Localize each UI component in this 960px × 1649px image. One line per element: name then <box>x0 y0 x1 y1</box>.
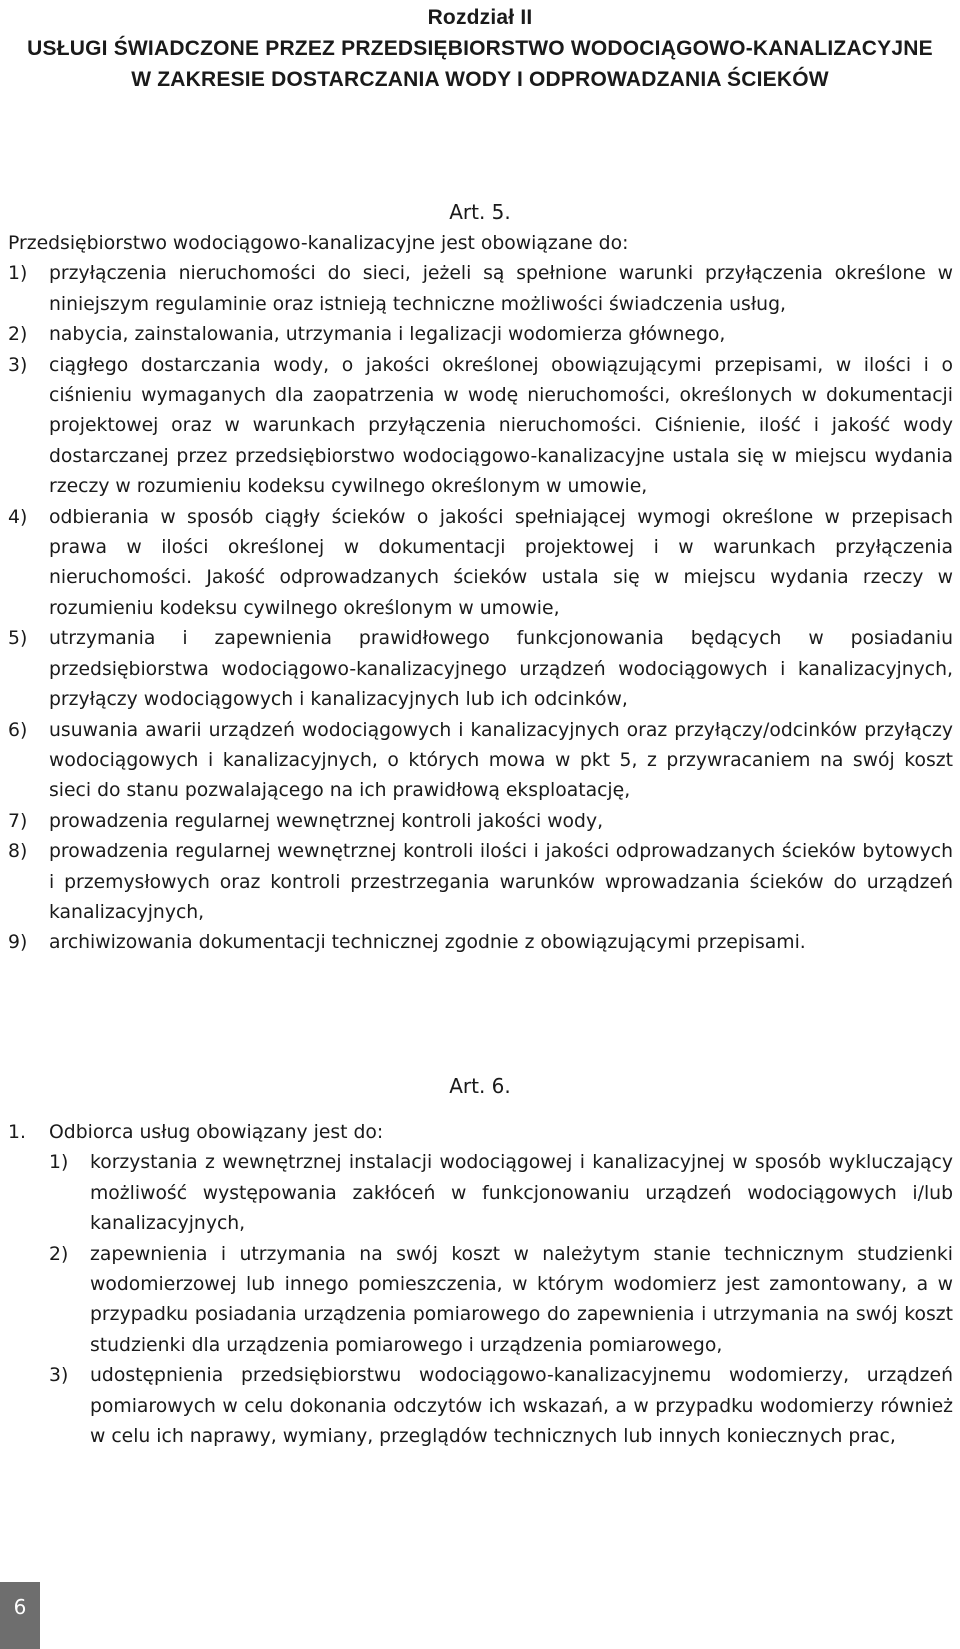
chapter-title: Rozdział II <box>427 6 533 29</box>
list-item-text: archiwizowania dokumentacji technicznej zgodnie z obowiązującymi przepisami. <box>49 932 806 954</box>
list-item-text: zapewnienia i utrzymania na swój koszt w należytym stanie technicznym studzienki wodomierzowej lub innego pomieszczenia, w którym wodomierz jest zamontowany, a w przypadku posiadania urządzenia pomiarowego do zapewnienia i utrzymania na swój koszt studzienki dla urządzenia pomiarowego i urządzenia pomiarowego, <box>90 1243 953 1356</box>
list-item-text: usuwania awarii urządzeń wodociągowych i kanalizacyjnych oraz przyłączy/odcinków przyłączy wodociągowych i kanalizacyjnych, o których mowa w pkt 5, z przywracaniem na swój koszt sieci do stanu pozwalającego na ich prawidłową eksploatację, <box>49 719 953 802</box>
list-item-number: 9) <box>8 932 28 954</box>
list-item-number: 7) <box>8 810 28 832</box>
list-item <box>8 928 953 958</box>
list-item-text: prowadzenia regularnej wewnętrznej kontroli jakości wody, <box>49 810 604 832</box>
list-item-text: odbierania w sposób ciągły ścieków o jakości spełniającej wymogi określone w przepisach prawa w ilości określonej w dokumentacji projektowej i w warunkach przyłączenia nieruchomości. Jakość odprowadzanych ścieków ustala się w miejscu wydania rzeczy w rozumieniu kodeksu cywilnego określonym w umowie, <box>49 506 953 619</box>
list-item-number: 3) <box>49 1365 69 1387</box>
paragraph-number: 1. <box>8 1122 26 1143</box>
list-item-text: nabycia, zainstalowania, utrzymania i legalizacji wodomierza głównego, <box>49 324 726 346</box>
article-5-intro: Przedsiębiorstwo wodociągowo-kanalizacyjne jest obowiązane do: <box>8 233 629 254</box>
list-item-number: 3) <box>8 354 28 376</box>
list-item-number: 2) <box>8 324 28 346</box>
chapter-heading <box>0 2 960 95</box>
article-6-body <box>8 1118 953 1452</box>
list-item-text: prowadzenia regularnej wewnętrznej kontroli ilości i jakości odprowadzanych ścieków bytowych i przemysłowych oraz kontroli przestrzegania warunków wprowadzania ścieków do urządzeń kanalizacyjnych, <box>49 841 953 923</box>
list-item <box>8 351 953 503</box>
list-item-number: 6) <box>8 719 28 741</box>
list-item-number: 8) <box>8 841 28 863</box>
list-item-number: 2) <box>49 1243 69 1265</box>
list-item-text: przyłączenia nieruchomości do sieci, jeżeli są spełnione warunki przyłączenia określone w niniejszym regulaminie oraz istnieją techniczne możliwości świadczenia usług, <box>49 263 953 315</box>
page-number: 6 <box>13 1595 27 1619</box>
list-item-text: utrzymania i zapewnienia prawidłowego funkcjonowania będących w posiadaniu przedsiębiorstwa wodociągowo-kanalizacyjnego urządzeń wodociągowych i kanalizacyjnych, przyłączy wodociągowych i kanalizacyjnych lub ich odcinków, <box>49 628 953 711</box>
list-item-number: 1) <box>49 1152 69 1174</box>
chapter-subtitle-line2: W ZAKRESIE DOSTARCZANIA WODY I ODPROWADZANIA ŚCIEKÓW <box>131 68 829 91</box>
article-6-title: Art. 6. <box>449 1074 511 1098</box>
list-item-number: 1) <box>8 263 28 285</box>
article-5-title: Art. 5. <box>449 200 511 224</box>
list-item-text: udostępnienia przedsiębiorstwu wodociągowo-kanalizacyjnemu wodomierzy, urządzeń pomiarowych w celu dokonania odczytów ich wskazań, a w przypadku wodomierzy również w celu ich naprawy, wymiany, przeglądów technicznych lub innych koniecznych prac, <box>90 1365 953 1448</box>
list-item-number: 4) <box>8 506 28 528</box>
list-item-number: 5) <box>8 628 28 650</box>
list-item <box>8 716 953 807</box>
list-item <box>8 837 953 928</box>
paragraph-1-list <box>49 1148 953 1452</box>
list-item <box>8 259 953 320</box>
list-item <box>49 1240 953 1362</box>
list-item-text: ciągłego dostarczania wody, o jakości określonej obowiązującymi przepisami, w ilości i o ciśnieniu wymaganych dla zaopatrzenia w wodę nieruchomości, określonych w dokumentacji projektowej oraz w warunkach przyłączenia nieruchomości. Ciśnienie, ilość i jakość wody dostarczanej przez przedsiębiorstwo wodociągowo-kanalizacyjne ustala się w miejscu wydania rzeczy w rozumieniu kodeksu cywilnego określonym w umowie, <box>49 354 953 498</box>
list-item <box>49 1148 953 1239</box>
paragraph-intro: Odbiorca usług obowiązany jest do: <box>49 1122 384 1143</box>
list-item <box>8 624 953 715</box>
list-item-text: korzystania z wewnętrznej instalacji wodociągowej i kanalizacyjnej w sposób wykluczający możliwość występowania zakłóceń w funkcjonowaniu urządzeń wodociągowych i/lub kanalizacyjnych, <box>90 1152 953 1235</box>
list-item <box>8 320 953 350</box>
paragraph-1 <box>8 1118 953 1452</box>
article-5-body <box>8 229 953 959</box>
list-item <box>49 1361 953 1452</box>
chapter-subtitle-line1: USŁUGI ŚWIADCZONE PRZEZ PRZEDSIĘBIORSTWO WODOCIĄGOWO-KANALIZACYJNE <box>27 37 933 60</box>
list-item <box>8 503 953 625</box>
list-item <box>8 807 953 837</box>
page-number-tab <box>0 1582 40 1649</box>
